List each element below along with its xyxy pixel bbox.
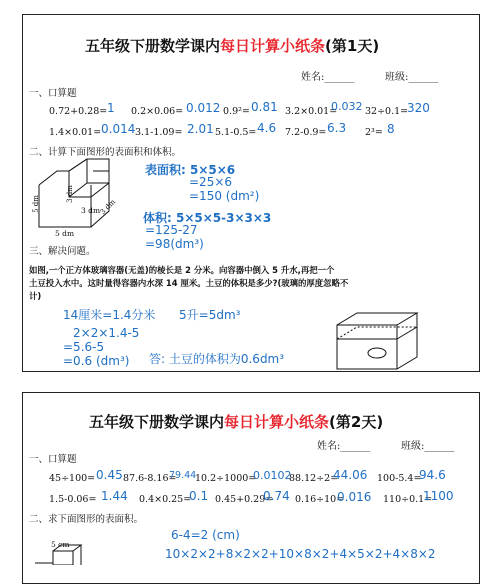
volume-line3: =98(dm³) — [145, 237, 204, 251]
oral-question: 32÷0.1= — [365, 106, 409, 117]
problem-text: 如图,一个正方体玻璃容器(无盖)的棱长是 2 分米。向容器中倒入 5 升水,再把一个 土豆投入水中。这时量得容器内水深 14 厘米。土豆的体积是多少?(玻璃的厚度忽略不 计) — [29, 265, 349, 301]
oral-answer: 0.032 — [331, 100, 363, 113]
worksheet-day1 — [22, 14, 480, 372]
oral-answer: 0.74 — [263, 489, 290, 503]
page-title: 五年级下册数学课内每日计算小纸条(第2天) — [89, 413, 384, 431]
oral-question: 87.6-8.16= — [123, 473, 177, 484]
volume-line2: =125-27 — [145, 223, 198, 237]
oral-answer: 0.012 — [186, 101, 221, 115]
volume-line1: 体积: 5×5×5-3×3×3 — [143, 211, 272, 225]
cube-notch-figure — [29, 157, 129, 241]
oral-answer: 0.014 — [101, 122, 136, 136]
page-title: 五年级下册数学课内每日计算小纸条(第1天) — [85, 37, 380, 55]
solution-line4: =0.6 (dm³) — [63, 354, 130, 368]
solution-line2: 10×2×2+8×2×2+10×8×2+4×5×2+4×8×2 — [165, 547, 436, 561]
section-surface: 二、求下面图形的表面积。 — [29, 514, 144, 525]
oral-question: 3.2×0.01= — [285, 106, 338, 117]
oral-answer: 0.45 — [96, 468, 123, 482]
dim-label: 3 dm — [98, 197, 118, 217]
name-field[interactable]: 姓名:______ — [317, 441, 371, 452]
dim-label: 3 dm — [81, 206, 101, 215]
dim-label: 5 cm — [51, 540, 70, 549]
oral-answer: 1100 — [423, 489, 454, 503]
oral-answer: 320 — [407, 101, 430, 115]
class-field[interactable]: 班级:______ — [385, 72, 439, 83]
oral-question: 2³= — [365, 127, 383, 138]
surface-area-line1: 表面积: 5×5×6 — [145, 163, 236, 177]
surface-area-line3: =150 (dm²) — [189, 189, 260, 203]
oral-question: 1.4×0.01= — [49, 127, 102, 138]
oral-answer: 8 — [387, 122, 395, 136]
oral-answer: 6.3 — [327, 121, 347, 135]
oral-answer: 0.0102 — [253, 469, 292, 482]
class-field[interactable]: 班级:______ — [401, 441, 455, 452]
oral-answer: 79.44 — [169, 470, 197, 481]
oral-question: 7.2-0.9= — [285, 127, 327, 138]
oral-question: 3.1-1.09= — [135, 127, 183, 138]
dim-label: 5 dm — [55, 229, 75, 238]
oral-question: 0.45+0.29= — [215, 494, 274, 505]
oral-question: 1.5-0.06= — [49, 494, 97, 505]
dim-label: 3 dm — [65, 185, 74, 203]
oral-answer: 0.1 — [189, 489, 209, 503]
oral-question: 110÷0.1= — [383, 494, 433, 505]
section-problem: 三、解决问题。 — [29, 246, 96, 257]
oral-answer: 44.06 — [333, 468, 368, 482]
oral-question: 5.1-0.5= — [215, 127, 257, 138]
oral-answer: 0.81 — [251, 100, 278, 114]
solution-line1b: 5升=5dm³ — [179, 308, 241, 322]
oral-question: 0.16÷10= — [295, 494, 345, 505]
oral-question: 0.72+0.28= — [49, 106, 108, 117]
solution-line1: 14厘米=1.4分米 — [63, 308, 156, 322]
oral-answer: 1.44 — [101, 489, 128, 503]
oral-question: 0.9²= — [223, 106, 250, 117]
oral-question: 0.2×0.06= — [131, 106, 184, 117]
surface-area-line2: =25×6 — [189, 175, 233, 189]
solution-answer: 答: 土豆的体积为0.6dm³ — [149, 352, 285, 366]
oral-question: 88.12÷2= — [289, 473, 339, 484]
name-field[interactable]: 姓名:______ — [301, 72, 355, 83]
worksheet-day2 — [22, 392, 480, 584]
section-oral: 一、口算题 — [29, 88, 77, 99]
solution-line1: 6-4=2 (cm) — [171, 528, 240, 542]
oral-answer: 4.6 — [257, 121, 277, 135]
oral-answer: 94.6 — [419, 468, 446, 482]
section-surface: 二、计算下面图形的表面积和体积。 — [29, 147, 182, 158]
section-oral: 一、口算题 — [29, 454, 77, 465]
oral-answer: 0.016 — [337, 490, 372, 504]
oral-question: 0.4×0.25= — [139, 494, 192, 505]
cuboid-figure — [33, 533, 93, 565]
dim-label: 5 dm — [31, 195, 40, 213]
oral-answer: 2.01 — [187, 122, 214, 136]
solution-line3: =5.6-5 — [63, 340, 105, 354]
oral-question: 10.2÷1000= — [195, 473, 257, 484]
solution-line2: 2×2×1.4-5 — [73, 326, 140, 340]
oral-answer: 1 — [107, 101, 115, 115]
oral-question: 100-5.4= — [377, 473, 422, 484]
glass-container-figure — [333, 311, 427, 371]
oral-question: 45÷100= — [49, 473, 96, 484]
